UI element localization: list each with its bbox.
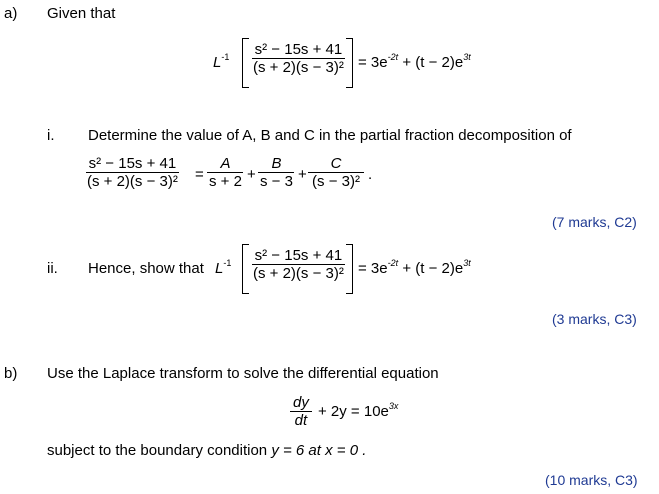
numerator: s² − 15s + 41	[252, 41, 346, 59]
right-bracket	[346, 38, 353, 88]
part-b-text: Use the Laplace transform to solve the differential equation	[47, 365, 439, 382]
left-bracket	[242, 38, 249, 88]
marks-b: (10 marks, C3)	[545, 472, 638, 488]
part-a-label: a)	[4, 5, 18, 22]
left-bracket	[242, 244, 249, 294]
derivative-fraction: $\frac{dy}{dt}$	[290, 394, 312, 429]
rhs-expression: = $3e^{-2t} + (t - 2)e^{3t}$	[358, 258, 471, 277]
subpart-i-text: Determine the value of A, B and C in the partial fraction decomposition of	[88, 127, 572, 144]
marks-ii: (3 marks, C3)	[552, 311, 637, 327]
plus-sign: +	[247, 166, 256, 183]
denominator: (s + 2)(s − 3)²	[253, 59, 344, 76]
laplace-operator: $L^{-1}$	[215, 258, 232, 277]
lhs-fraction: $\frac{\text{s² − 15s + 41}}{\text{(s + 2)(s − 3)²}}$	[87, 155, 178, 190]
de-rhs: + $2y = 10e^{3x}$	[318, 401, 399, 420]
boundary-condition: subject to the boundary condition y = 6 at x = 0 .	[47, 442, 367, 459]
right-bracket	[346, 244, 353, 294]
plus-sign: +	[298, 166, 307, 183]
subpart-ii-text: Hence, show that	[88, 260, 204, 277]
rhs-expression: = $3e^{-2t} + (t - 2)e^{3t}$	[358, 52, 471, 71]
subpart-i-label: i.	[47, 127, 55, 144]
laplace-operator: $L^{-1}$	[213, 52, 230, 71]
period: .	[368, 166, 373, 183]
part-b-label: b)	[4, 365, 18, 382]
part-a-intro: Given that	[47, 5, 116, 22]
fraction	[250, 41, 347, 76]
fraction-c: $\frac{C}{\text{(s − 3)²}}$	[308, 155, 364, 190]
fraction-b: $\frac{B}{s - 3}$	[260, 155, 293, 190]
fraction-a: $\frac{A}{s + 2}$	[209, 155, 242, 190]
equals-sign: =	[195, 166, 204, 183]
subpart-ii-label: ii.	[47, 260, 58, 277]
marks-i: (7 marks, C2)	[552, 214, 637, 230]
fraction: $\frac{\text{s² − 15s + 41}}{\text{(s + 2)(s − 3)²}}$	[253, 247, 344, 282]
